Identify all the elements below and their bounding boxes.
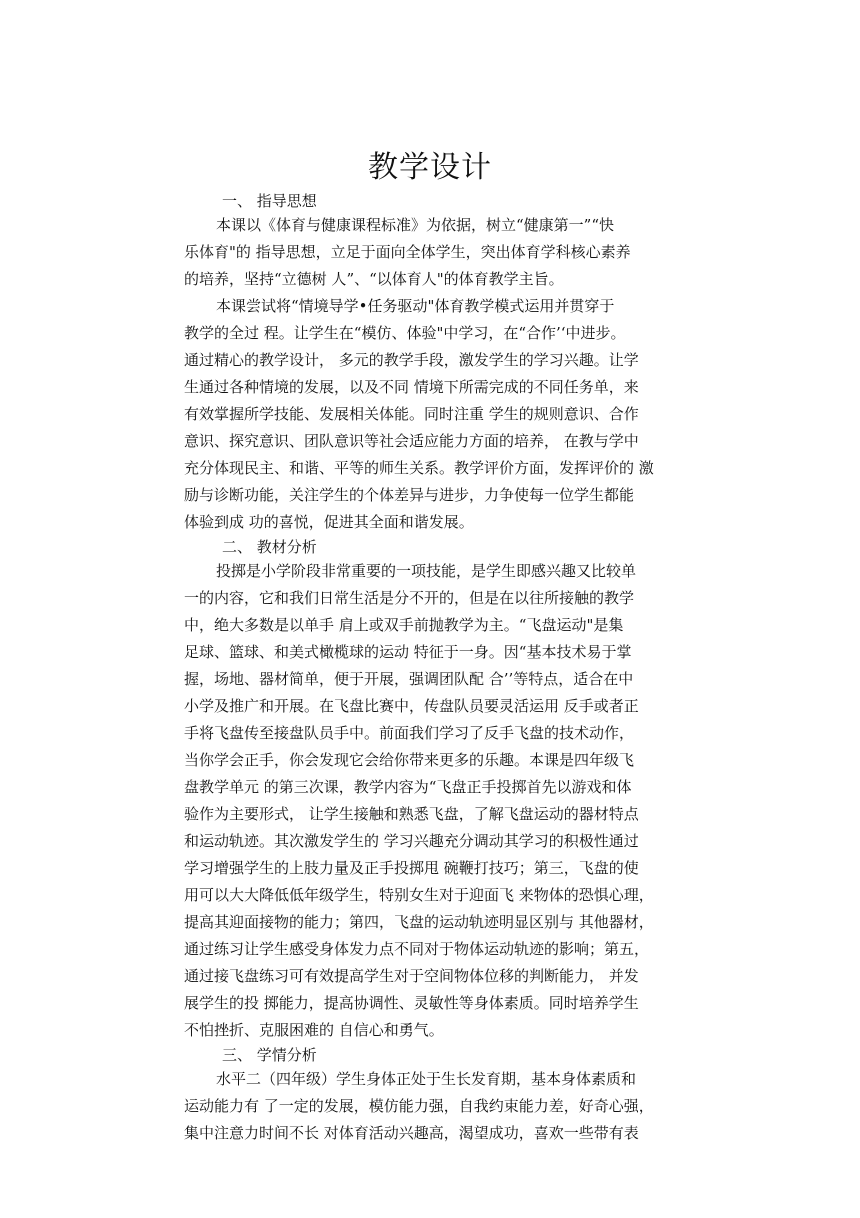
paragraph-line: 通过接飞盘练习可有效提高学生对于空间物体位移的判断能力， 并发 [184,967,639,985]
paragraph-line: 有效掌握所学技能、发展相关体能。同时注重 学生的规则意识、合作 [184,405,639,423]
paragraph-line: 乐体育"的 指导思想，立足于面向全体学生，突出体育学科核心素养 [184,243,631,261]
document-body [184,190,676,1147]
paragraph-line: 本课尝试将“情境导学•任务驱动"体育教学模式运用并贯穿于 [216,297,615,315]
paragraph-line: 投掷是小学阶段非常重要的一项技能，是学生即感兴趣又比较单 [216,562,637,580]
paragraph-line: 励与诊断功能，关注学生的个体差异与进步，力争使每一位学生都能 [184,486,635,504]
paragraph-line: 一的内容，它和我们日常生活是分不开的，但是在以往所接触的教学 [184,589,635,607]
paragraph-line: 运动能力有 了一定的发展，模仿能力强，自我约束能力差，好奇心强， [184,1097,654,1115]
paragraph-line: 充分体现民主、和谐、平等的师生关系。教学评价方面，发挥评价的 激 [184,459,654,477]
paragraph-line: 握，场地、器材简单，便于开展，强调团队配 合’’等特点，适合在中 [184,670,634,688]
paragraph-line: 用可以大大降低低年级学生，特别女生对于迎面飞 来物体的恐惧心理， [184,886,654,904]
paragraph [184,212,676,293]
document-page [184,148,676,1147]
paragraph-line: 验作为主要形式， 让学生接触和熟悉飞盘，了解飞盘运动的器材特点 [184,805,639,823]
paragraph-line: 教学的全过 程。让学生在“模仿、体验"中学习，在“合作’‘中进步。 [184,324,626,342]
paragraph [184,1066,676,1147]
paragraph-line: 和运动轨迹。其次激发学生的 学习兴趣充分调动其学习的积极性通过 [184,832,639,850]
paragraph [184,293,676,536]
section-heading: 一、 指导思想 [222,192,317,210]
paragraph-line: 生通过各种情境的发展，以及不同 情境下所需完成的不同任务单，来 [184,378,639,396]
paragraph-line: 意识、探究意识、团队意识等社会适应能力方面的培养， 在教与学中 [184,432,639,450]
paragraph-line: 本课以《体育与健康课程标准》为依据，树立“健康第一”“快 [216,216,615,234]
section-heading: 二、 教材分析 [222,538,317,556]
paragraph-line: 通过练习让学生感受身体发力点不同对于物体运动轨迹的影响；第五， [184,940,650,958]
paragraph-line: 小学及推广和开展。在飞盘比赛中，传盘队员要灵活运用 反手或者正 [184,697,639,715]
paragraph-line: 提高其迎面接物的能力；第四，飞盘的运动轨迹明显区别与 其他器材， [184,913,654,931]
paragraph-line: 体验到成 功的喜悦，促进其全面和谐发展。 [184,513,474,531]
paragraph [184,558,676,1044]
document-title: 教学设计 [368,150,492,185]
section-heading: 三、 学情分析 [222,1046,317,1064]
paragraph-line: 手将飞盘传至接盘队员手中。前面我们学习了反手飞盘的技术动作， [184,724,635,742]
paragraph-line: 盘教学单元 的第三次课，教学内容为“飞盘正手投掷首先以游戏和体 [184,778,632,796]
paragraph-line: 水平二（四年级）学生身体正处于生长发育期，基本身体素质和 [216,1070,637,1088]
paragraph-line: 不怕挫折、克服困难的 自信心和勇气。 [184,1021,444,1039]
paragraph-line: 当你学会正手，你会发现它会给你带来更多的乐趣。本课是四年级飞 [184,751,635,769]
paragraph-line: 足球、篮球、和美式橄榄球的运动 特征于一身。因“基本技术易于掌 [184,643,632,661]
paragraph-line: 的培养，坚持“立德树 人”、“以体育人"的体育教学主旨。 [184,270,564,288]
paragraph-line: 中，绝大多数是以单手 肩上或双手前抛教学为主。“飞盘运动"是集 [184,616,624,634]
paragraph-line: 通过精心的教学设计， 多元的教学手段，激发学生的学习兴趣。让学 [184,351,639,369]
paragraph-line: 集中注意力时间不长 对体育活动兴趣高，渴望成功，喜欢一些带有表 [184,1124,639,1142]
paragraph-line: 展学生的投 掷能力，提高协调性、灵敏性等身体素质。同时培养学生 [184,994,639,1012]
paragraph-line: 学习增强学生的上肢力量及正手投掷甩 碗鞭打技巧；第三，飞盘的使 [184,859,639,877]
